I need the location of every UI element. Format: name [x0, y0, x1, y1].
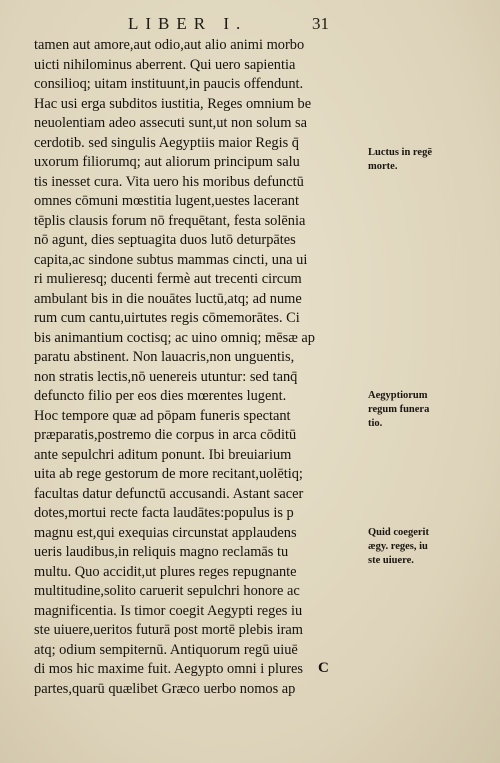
- text-line: partes,quarū quælibet Græco uerbo nomos ap: [34, 680, 296, 697]
- marginal-line: regum funera: [368, 404, 430, 415]
- text-line: di mos hic maxime fuit. Aegypto omni i plures: [34, 661, 303, 677]
- running-head: LIBER I.: [128, 14, 248, 33]
- text-line: uita ab rege gestorum de more recitant,uolētiq;: [34, 466, 303, 482]
- text-line: magnificentia. Is timor coegit Aegypti reges iu: [34, 602, 303, 619]
- bleed-through: [398, 38, 488, 57]
- text-line: dotes,mortui recte facta laudātes:populus is p: [34, 505, 294, 521]
- marginal-line: Luctus in regē: [368, 147, 432, 158]
- text-line: multitudine,solito caruerit sepulchri honore ac: [34, 583, 300, 599]
- main-text: [34, 36, 366, 699]
- text-line: ambulant bis in die nouātes luctū,atq; ad nume: [34, 290, 302, 307]
- text-line: omnes cōmuni mœstitia lugent,uestes lacerant: [34, 193, 299, 209]
- text-line: ste uiuere,ueritos futurā post mortē plebis iram: [34, 622, 303, 638]
- text-line: capita,ac sindone subtus mammas cincti, una ui: [34, 251, 308, 268]
- text-line: tamen aut amore,aut odio,aut alio animi morbo: [34, 37, 305, 53]
- marginal-line: Aegyptiorum: [368, 390, 428, 401]
- text-line: tēplis clausis forum nō frequētant, festa solēnia: [34, 212, 306, 229]
- text-line: consilioq; uitam instituunt,in paucis offendunt.: [34, 76, 304, 92]
- text-line: tis inesset cura. Vita uero his moribus defunctū: [34, 173, 304, 190]
- marginal-line: tio.: [368, 418, 383, 429]
- marginal-note-funeratio: [368, 389, 492, 431]
- text-line: ueris laudibus,in reliquis magno reclamās tu: [34, 544, 289, 560]
- marginal-line: ste uiuere.: [368, 555, 414, 566]
- text-line: atq; odium sempiternū. Antiquorum regū uiuē: [34, 641, 298, 658]
- text-line: uxorum filiorumq; aut aliorum principum salu: [34, 154, 300, 170]
- text-line: ri mulieresq; ducenti fermè aut trecenti circum: [34, 271, 302, 287]
- text-line: defuncto filio per eos dies mœrentes lugent.: [34, 388, 287, 404]
- catchword: C: [318, 660, 329, 676]
- marginal-note-luctus: [368, 146, 492, 174]
- text-line: ante sepulchri aditum ponunt. Ibi breuiarium: [34, 446, 292, 463]
- text-line: non stratis lectis,nō uenereis utuntur: sed tanq̄: [34, 368, 298, 385]
- text-line: magnu est,qui exequias circunstat applaudens: [34, 524, 297, 541]
- text-line: neuolentiam adeo assecuti sunt,ut non solum sa: [34, 115, 307, 131]
- text-line: rum cum cantu,uirtutes regis cōmemorātes. Ci: [34, 310, 300, 326]
- marginal-line: morte.: [368, 161, 398, 172]
- text-line: multu. Quo accidit,ut plures reges repugnante: [34, 563, 297, 580]
- folio-number: 31: [312, 14, 329, 33]
- text-line: bis animantium coctisq; ac uino omniq; mēsæ ap: [34, 329, 315, 346]
- text-line: facultas datur defunctū accusandi. Astant sacer: [34, 485, 304, 502]
- text-line: præparatis,postremo die corpus in arca cōditū: [34, 427, 297, 443]
- text-line: cerdotib. sed singulis Aegyptiis maior Regis q̄: [34, 134, 300, 151]
- marginal-note-quid-coegerit: [368, 526, 492, 568]
- page-header: [0, 14, 500, 36]
- marginal-line: Quid coegerit: [368, 527, 429, 538]
- text-line: Hac usi erga subditos iustitia, Reges omnium be: [34, 95, 312, 112]
- text-line: uicti nihilominus aberrent. Qui uero sapientia: [34, 56, 296, 73]
- marginal-line: ægy. reges, iu: [368, 541, 428, 552]
- text-line: Hoc tempore quæ ad pōpam funeris spectant: [34, 407, 291, 424]
- text-line: paratu abstinent. Non lauacris,non unguentis,: [34, 349, 295, 365]
- text-line: nō agunt, dies septuagita duos lutō deturpātes: [34, 232, 296, 248]
